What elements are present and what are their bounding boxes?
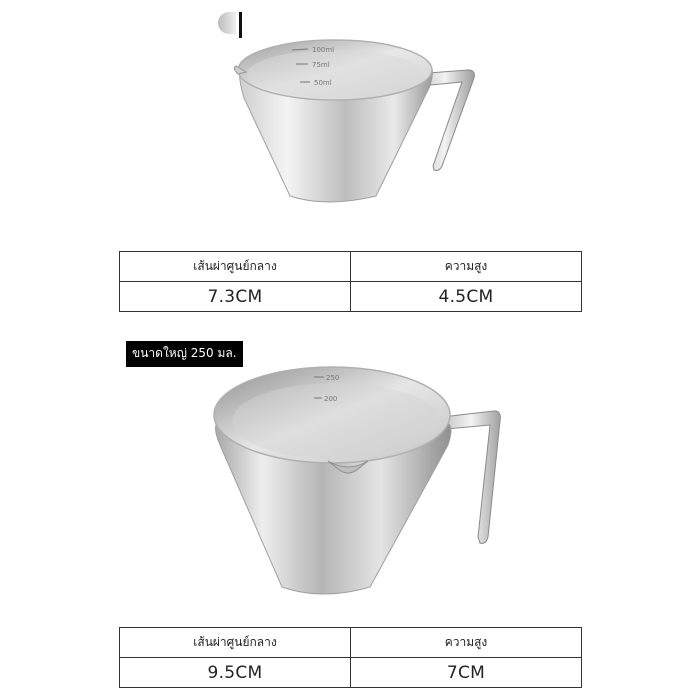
thumbnail-bar [239, 12, 242, 38]
gauge-mark-200: 200 [324, 395, 338, 403]
gauge-mark-250: 250 [326, 374, 340, 382]
gauge-mark-50: 50ml [314, 79, 332, 87]
diameter-header: เส้นผ่าศูนย์กลาง [120, 628, 351, 658]
small-measuring-cup-image [230, 38, 490, 213]
gauge-mark-75: 75ml [312, 61, 330, 69]
large-cup-spec-table [119, 627, 582, 688]
height-header: ความสูง [351, 252, 582, 282]
large-measuring-cup-image [210, 365, 510, 600]
diameter-header: เส้นผ่าศูนย์กลาง [120, 252, 351, 282]
height-value: 4.5CM [351, 282, 582, 312]
gauge-mark-100: 100ml [312, 46, 335, 54]
height-value: 7CM [351, 658, 582, 688]
small-cup-spec-table [119, 251, 582, 312]
height-header: ความสูง [351, 628, 582, 658]
decorative-thumbnail [212, 8, 246, 38]
large-size-label: ขนาดใหญ่ 250 มล. [126, 341, 243, 367]
thumbnail-shape [218, 12, 236, 34]
diameter-value: 7.3CM [120, 282, 351, 312]
diameter-value: 9.5CM [120, 658, 351, 688]
